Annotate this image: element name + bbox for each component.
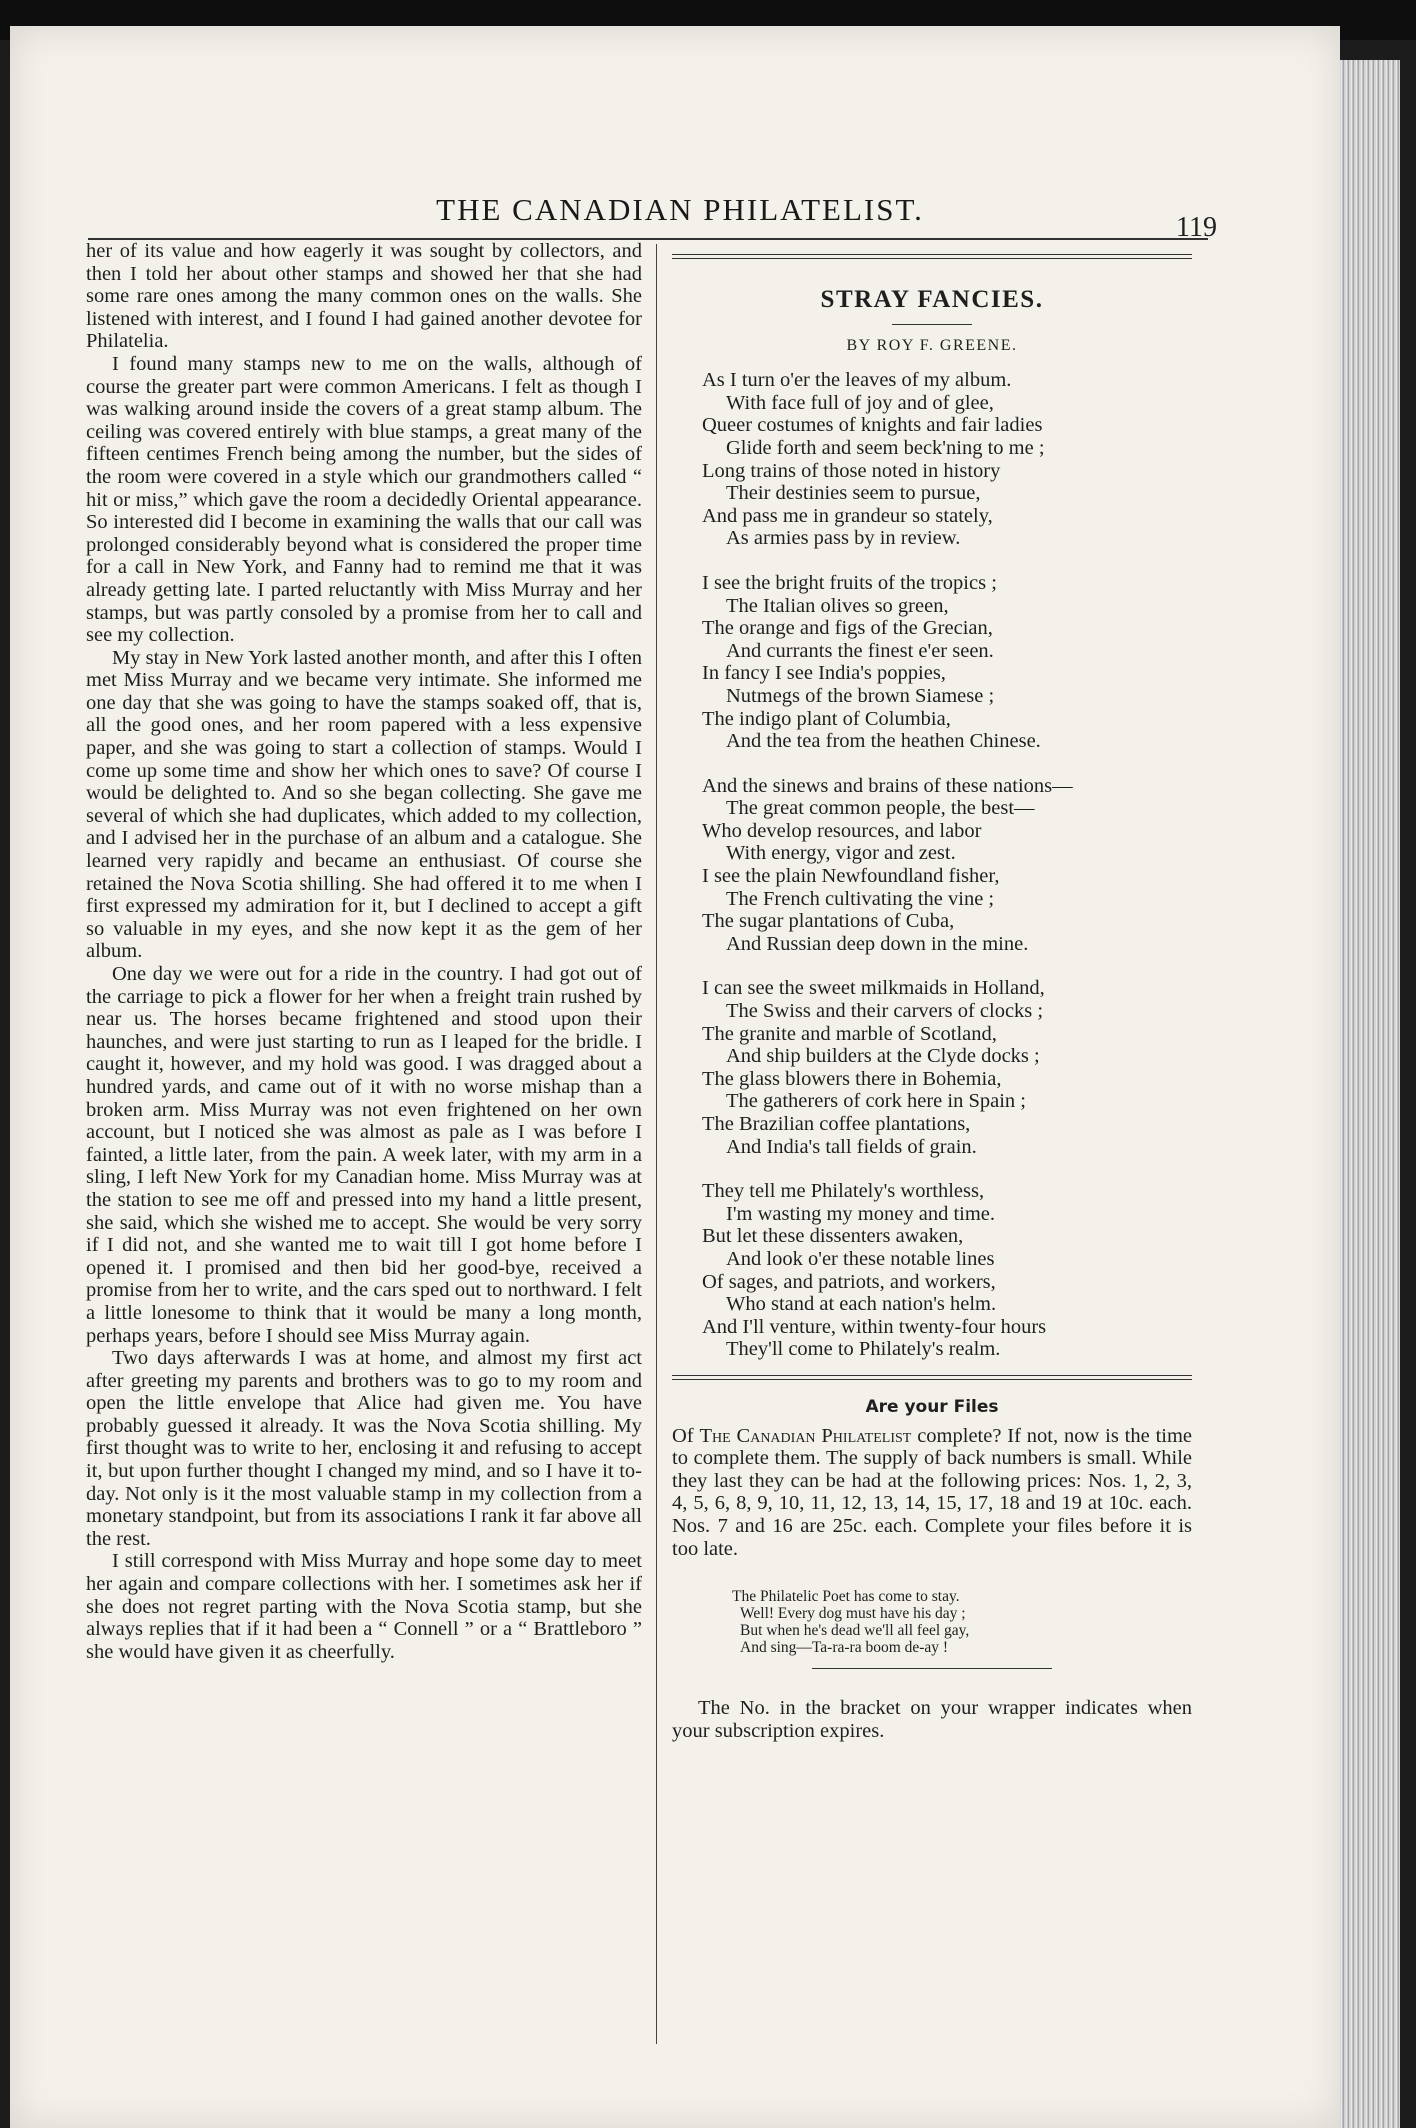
right-column xyxy=(672,240,1192,1742)
poem-line: And pass me in grandeur so stately, xyxy=(702,504,993,527)
poem-line: The sugar plantations of Cuba, xyxy=(702,910,955,933)
ditty-verse xyxy=(732,1588,1192,1656)
story-column-left xyxy=(86,240,642,1663)
poem-line: In fancy I see India's poppies, xyxy=(702,662,946,685)
poem-line: The indigo plant of Columbia, xyxy=(702,707,951,730)
poem-line: With energy, vigor and zest. xyxy=(726,842,956,865)
poem-line: I can see the sweet milkmaids in Holland, xyxy=(702,977,1045,1000)
poem-line: The orange and figs of the Grecian, xyxy=(702,617,993,640)
poem-line: And I'll venture, within twenty-four hours xyxy=(702,1315,1047,1338)
notice-text: complete? If not, now is the time to complete them. The supply of back numbers is small. While they last they can be had at the following prices: Nos. 1, 2, 3, 4, 5, 6, 8, 9, 10, 11, 12, 13, 14, 15, 17, 18 and 19 at 10c. each. Nos. 7 and 16 are 25c. each. Complete your files before it is too late. xyxy=(672,1424,1193,1560)
poem-line: The Italian olives so green, xyxy=(726,594,949,617)
notice-lead: Of xyxy=(672,1424,694,1447)
ditty-line: The Philatelic Poet has come to stay. xyxy=(732,1588,960,1606)
ditty-rule xyxy=(812,1668,1052,1669)
page-number: 119 xyxy=(1176,212,1217,243)
notice-body xyxy=(672,1425,1192,1561)
poem-line: Glide forth and seem beck'ning to me ; xyxy=(726,436,1045,459)
poem-line: The granite and marble of Scotland, xyxy=(702,1022,997,1045)
notice-title: Are your Files xyxy=(865,1396,999,1417)
story-paragraph: I found many stamps new to me on the walls, although of course the greater part were common Americans. I felt as though I was walking around inside the covers of a great stamp album. The ceiling was covered entirely with blue stamps, a great many of the fifteen centimes French being among the number, but the sides of the room were covered in a style which our grandmothers called “ hit or miss,” which gave the room a decidedly Oriental appearance. So interested did I become in examining the walls that our call was prolonged considerably beyond what is considered the proper time for a call in New York, and Fanny had to remind me that it was already getting late. I parted reluctantly with Miss Murray and her stamps, but was partly consoled by a promise from her to call and see my collection. xyxy=(86,352,642,647)
story-paragraph: My stay in New York lasted another month, and after this I often met Miss Murray and we became very intimate. She informed me one day that she was going to have the stamps soaked off, that is, all the good ones, and her room papered with a less expensive paper, and she was going to start a collection of stamps. Would I come up some time and show her which ones to save? Of course I would be delighted to. And so she began collecting. She gave me several of which she had duplicates, which added to my collection, and I advised her in the purchase of an album and a catalogue. She learned very rapidly and became an enthusiast. Of course she retained the Nova Scotia shilling. She had offered it to me when I first expressed my admiration for it, but I declined to accept a gift so valuable in my eyes, and she now kept it as the gem of her album. xyxy=(86,646,642,963)
poem-title: STRAY FANCIES. xyxy=(820,286,1044,313)
poem-line: Who develop resources, and labor xyxy=(702,819,982,842)
story-paragraph: One day we were out for a ride in the country. I had got out of the carriage to pick a flower for her when a freight train rushed by near us. The horses became frightened and stood upon their haunches, and were just starting to run as I leaped for the bridle. I caught it, however, and my hold was good. I was dragged about a hundred yards, and came out of it with no worse mishap than a broken arm. Miss Murray was not even frightened on her own account, but I noticed she was almost as pale as I was before I fainted, a little later, from the pain. A week later, with my arm in a sling, I left New York for my Canadian home. Miss Murray was at the station to see me off and pressed into my hand a little present, she said, which she wished me to accept. She would be very sorry if I did not, and she wanted me to wait till I got home before I opened it. I promised and then bid her good-bye, received a promise from her to write, and the cars sped out to northward. I felt a little lonesome to think that it would be many a long month, perhaps years, before I should see Miss Murray again. xyxy=(86,963,642,1347)
poem-line: And the sinews and brains of these nations— xyxy=(702,774,1073,797)
poem-stanza xyxy=(702,369,1192,550)
column-divider xyxy=(656,244,657,2044)
poem-line: With face full of joy and of glee, xyxy=(726,391,994,414)
poem-line: And currants the finest e'er seen. xyxy=(726,639,994,662)
poem-line: Of sages, and patriots, and workers, xyxy=(702,1270,996,1293)
poem-stanza xyxy=(702,572,1192,753)
poem-line: Nutmegs of the brown Siamese ; xyxy=(726,684,995,707)
poem-stanza xyxy=(702,775,1192,956)
poem-line: The glass blowers there in Bohemia, xyxy=(702,1067,1002,1090)
title-rule xyxy=(892,324,972,325)
ditty-line: And sing—Ta-ra-ra boom de-ay ! xyxy=(740,1639,949,1657)
poem-line: Queer costumes of knights and fair ladies xyxy=(702,414,1043,437)
poem-byline: BY ROY F. GREENE. xyxy=(846,336,1018,354)
ditty-line: But when he's dead we'll all feel gay, xyxy=(740,1622,970,1640)
poem-line: I see the bright fruits of the tropics ; xyxy=(702,571,997,594)
section-double-rule xyxy=(672,254,1192,259)
subscription-note: The No. in the bracket on your wrapper indicates when your subscription expires. xyxy=(672,1697,1192,1742)
poem-line: As I turn o'er the leaves of my album. xyxy=(702,369,1012,392)
story-paragraph: her of its value and how eagerly it was sought by collectors, and then I told her about other stamps and showed her that she had some rare ones among the many common ones on the walls. She listened with interest, and I found I had gained another devotee for Philatelia. xyxy=(86,240,642,353)
poem-stanza xyxy=(702,1180,1192,1361)
journal-name: The Canadian Philatelist xyxy=(699,1424,912,1447)
poem-line: I see the plain Newfoundland fisher, xyxy=(702,865,1000,888)
poem-line: Long trains of those noted in history xyxy=(702,459,1001,482)
poem-line: And look o'er these notable lines xyxy=(726,1247,995,1270)
poem-line: And ship builders at the Clyde docks ; xyxy=(726,1045,1040,1068)
poem-line: The Brazilian coffee plantations, xyxy=(702,1113,971,1135)
ditty-line: Well! Every dog must have his day ; xyxy=(740,1605,966,1623)
poem-line: And the tea from the heathen Chinese. xyxy=(726,730,1041,753)
poem-line: As armies pass by in review. xyxy=(726,527,961,550)
poem-line: The gatherers of cork here in Spain ; xyxy=(726,1090,1026,1113)
book-page-edges xyxy=(1340,60,1400,2128)
poem-stanza xyxy=(702,977,1192,1158)
poem-line: And India's tall fields of grain. xyxy=(726,1135,977,1158)
poem-line: The Swiss and their carvers of clocks ; xyxy=(726,1000,1044,1023)
section-double-rule xyxy=(672,1375,1192,1380)
story-paragraph: Two days afterwards I was at home, and almost my first act after greeting my parents and brothers was to go to my room and open the little envelope that Alice had given me. You have probably guessed it already. It was the Nova Scotia shilling. My first thought was to write to her, enclosing it and refusing to accept it, but upon further thought I changed my mind, and so I have it to-day. Not only is it the most valuable stamp in my collection from a monetary standpoint, but from its associations I rank it far above all the rest. xyxy=(86,1347,642,1550)
running-title: THE CANADIAN PHILATELIST. xyxy=(436,192,924,227)
poem-line: But let these dissenters awaken, xyxy=(702,1225,964,1248)
poem-line: Their destinies seem to pursue, xyxy=(726,482,981,505)
poem-line: The great common people, the best— xyxy=(726,797,1035,820)
poem-line: They tell me Philately's worthless, xyxy=(702,1180,985,1203)
poem-line: The French cultivating the vine ; xyxy=(726,887,995,910)
story-paragraph: I still correspond with Miss Murray and hope some day to meet her again and compare collections with her. I sometimes ask her if she does not regret parting with the Nova Scotia stamp, but she always replies that if it had been a “ Connell ” or a “ Brattleboro ” she would have given it as cheerfully. xyxy=(86,1550,642,1663)
poem-line: I'm wasting my money and time. xyxy=(726,1202,996,1225)
poem-line: They'll come to Philately's realm. xyxy=(726,1338,1001,1361)
poem-line: Who stand at each nation's helm. xyxy=(726,1293,997,1316)
poem-line: And Russian deep down in the mine. xyxy=(726,932,1029,955)
